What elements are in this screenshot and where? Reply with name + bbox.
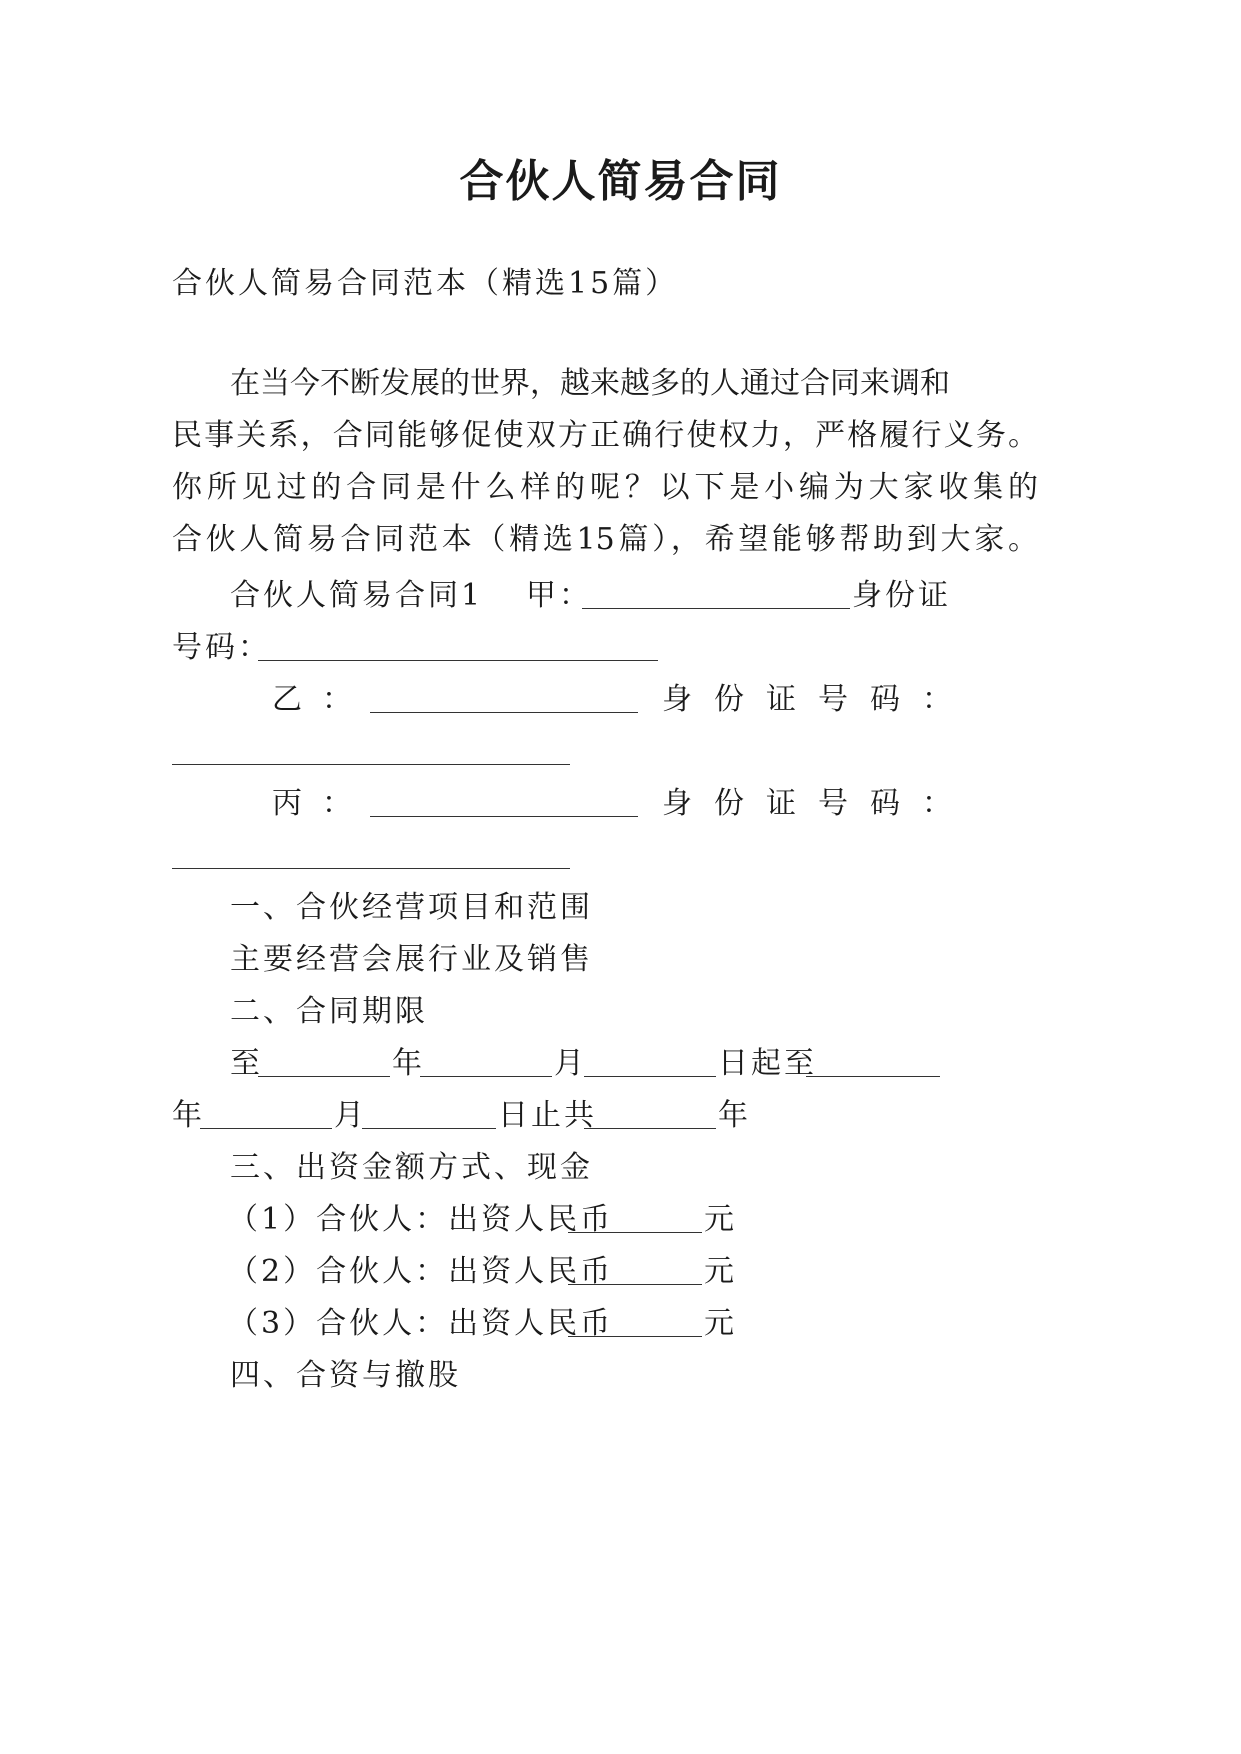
term-start-day-blank [584,1076,716,1077]
intro-line-2: 民事关系，合同能够促使双方正确行使权力，严格履行义务。 [172,418,1038,453]
party-b-id-blank [172,764,570,765]
term-from-label: 至 [230,1046,263,1081]
document-subtitle: 合伙人简易合同范本（精选15篇） [172,266,679,301]
term-total-years-blank [584,1128,716,1129]
section-4-title: 四、合资与撤股 [230,1358,461,1393]
party-c-id-label: 身份证号码： [662,786,974,821]
party-a-id-label: 身份证 [852,578,951,613]
section-2-title: 二、合同期限 [230,994,428,1029]
intro-line-1: 在当今不断发展的世界，越来越多的人通过合同来调和 [230,366,950,401]
term-day-end-total-label: 日止共 [498,1098,597,1133]
term-end-month-blank [200,1128,332,1129]
party-a-id-blank [258,660,658,661]
term-day-from-to-label: 日起至 [718,1046,817,1081]
document-title: 合伙人简易合同 [459,156,782,207]
term-end-month-label: 月 [334,1098,367,1133]
term-month-label: 月 [554,1046,587,1081]
term-start-year-blank [258,1076,390,1077]
section-1-body: 主要经营会展行业及销售 [230,942,593,977]
party-a-label: 甲： [526,578,592,613]
section-1-title: 一、合伙经营项目和范围 [230,890,593,925]
contribution-2-unit: 元 [704,1254,737,1289]
contract-1-label: 合伙人简易合同1 [230,578,484,613]
term-start-month-blank [420,1076,552,1077]
contribution-1-label: （1）合伙人：出资人民币 [228,1202,614,1237]
party-a-id-label-cont: 号码： [172,630,271,665]
party-b-name-blank [370,712,638,713]
term-year-label: 年 [392,1046,425,1081]
contribution-3-unit: 元 [704,1306,737,1341]
party-a-name-blank [582,608,850,609]
intro-line-3: 你所见过的合同是什么样的呢？以下是小编为大家收集的 [172,470,1038,505]
contribution-2-blank [568,1284,702,1285]
contribution-3-blank [568,1336,702,1337]
party-c-label: 丙： [272,786,372,821]
term-end-year-label: 年 [172,1098,205,1133]
contribution-3-label: （3）合伙人：出资人民币 [228,1306,614,1341]
contribution-1-unit: 元 [704,1202,737,1237]
party-c-name-blank [370,816,638,817]
contribution-2-label: （2）合伙人：出资人民币 [228,1254,614,1289]
term-total-year-label: 年 [718,1098,751,1133]
party-b-id-label: 身份证号码： [662,682,974,717]
party-b-label: 乙： [272,682,372,717]
term-end-day-blank [362,1128,496,1129]
term-end-year-blank [806,1076,940,1077]
section-3-title: 三、出资金额方式、现金 [230,1150,593,1185]
party-c-id-blank [172,868,570,869]
intro-line-4: 合伙人简易合同范本（精选15篇），希望能够帮助到大家。 [172,522,1038,557]
contribution-1-blank [568,1232,702,1233]
